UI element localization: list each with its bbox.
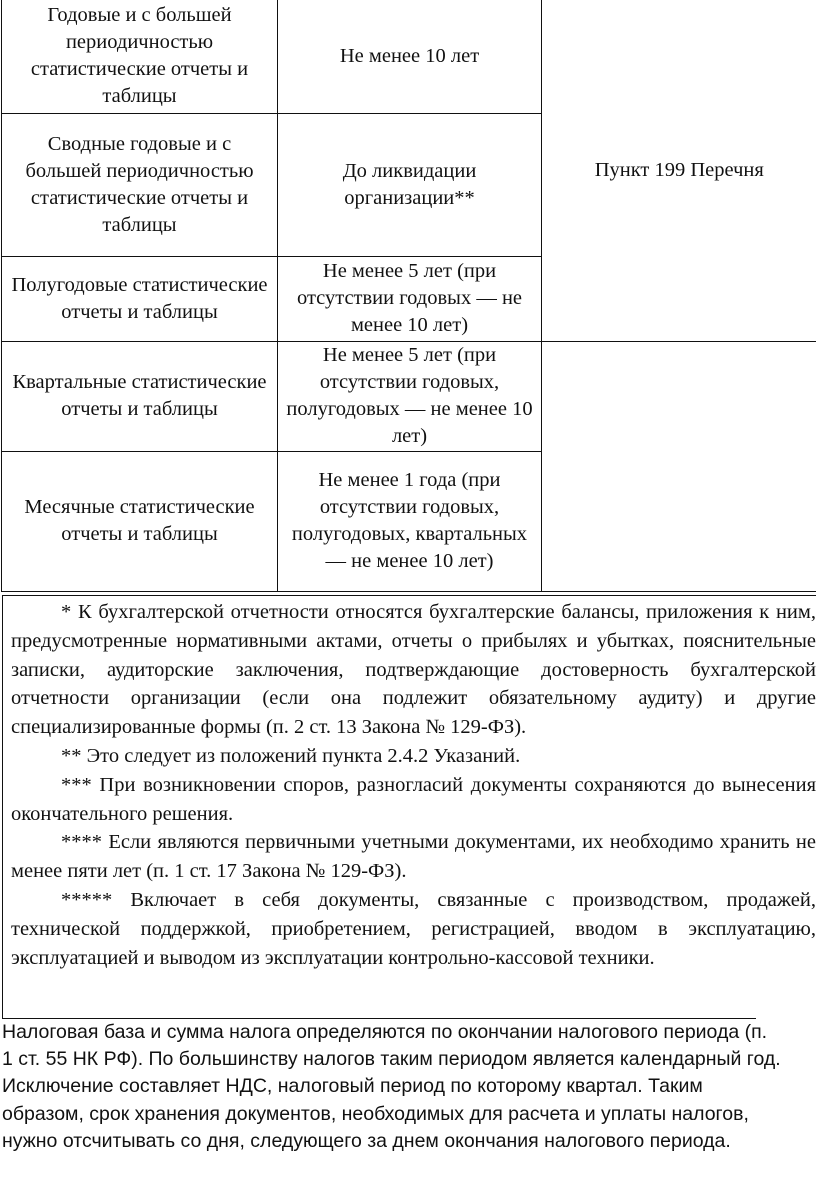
- footnote: ***** Включает в себя документы, связанные с производством, продажей, технической поддержкой, приобретением, регистрацией, вводом в эксплуатацию, эксплуатацией и выводом из эксплуатации контрольно-кассовой техники.: [11, 888, 816, 969]
- retention-term-cell: Не менее 1 года (при отсутствии годовых, полугодовых, квартальных — не менее 10 лет): [278, 451, 542, 591]
- doc-type-cell: Годовые и с большей периодичностью статистические отчеты и таблицы: [2, 0, 278, 113]
- footnotes-block: [2, 595, 816, 1018]
- retention-table: [1, 0, 816, 592]
- footnote: * К бухгалтерской отчетности относятся бухгалтерские балансы, приложения к ним, предусмотренные нормативными актами, отчеты о прибылях и убытках, пояснительные записки, аудиторские заключения, подтверждающие достоверность бухгалтерской отчетности организации (если она подлежит обязательному аудиту) и другие специализированные формы (п. 2 ст. 13 Закона № 129-ФЗ).: [11, 601, 816, 739]
- doc-type-cell: Квартальные статистические отчеты и таблицы: [2, 341, 278, 451]
- footnote: *** При возникновении споров, разногласий документы сохраняются до вынесения окончательного решения.: [11, 773, 816, 825]
- body-text-block: [0, 1019, 782, 1155]
- footnote: **** Если являются первичными учетными документами, их необходимо хранить не менее пяти лет (п. 1 ст. 17 Закона № 129-ФЗ).: [11, 831, 816, 883]
- doc-type-cell: Месячные статистические отчеты и таблицы: [2, 451, 278, 591]
- retention-term-cell: Не менее 5 лет (при отсутствии годовых — не менее 10 лет): [278, 256, 542, 341]
- empty-basis-cell: [542, 341, 816, 591]
- footnote: ** Это следует из положений пункта 2.4.2 Указаний.: [61, 744, 521, 767]
- doc-type-cell: Полугодовые статистические отчеты и таблицы: [2, 256, 278, 341]
- retention-term-cell: Не менее 10 лет: [278, 0, 542, 113]
- table-row: [2, 0, 816, 113]
- doc-type-cell: Сводные годовые и с большей периодичностью статистические отчеты и таблицы: [2, 113, 278, 256]
- table-row: [2, 341, 816, 451]
- legal-basis-cell: Пункт 199 Перечня: [542, 0, 816, 341]
- body-paragraph: Налоговая база и сумма налога определяются по окончании налогового периода (п. 1 ст. 55 НК РФ). По большинству налогов таким периодом является календарный год. Исключение составляет НДС, налоговый период по которому квартал. Таким образом, срок хранения документов, необходимых для расчета и уплаты налогов, нужно отсчитывать со дня, следующего за днем окончания налогового периода.: [2, 1021, 781, 1152]
- retention-term-cell: До ликвидации организации**: [278, 113, 542, 256]
- retention-term-cell: Не менее 5 лет (при отсутствии годовых, полугодовых — не менее 10 лет): [278, 341, 542, 451]
